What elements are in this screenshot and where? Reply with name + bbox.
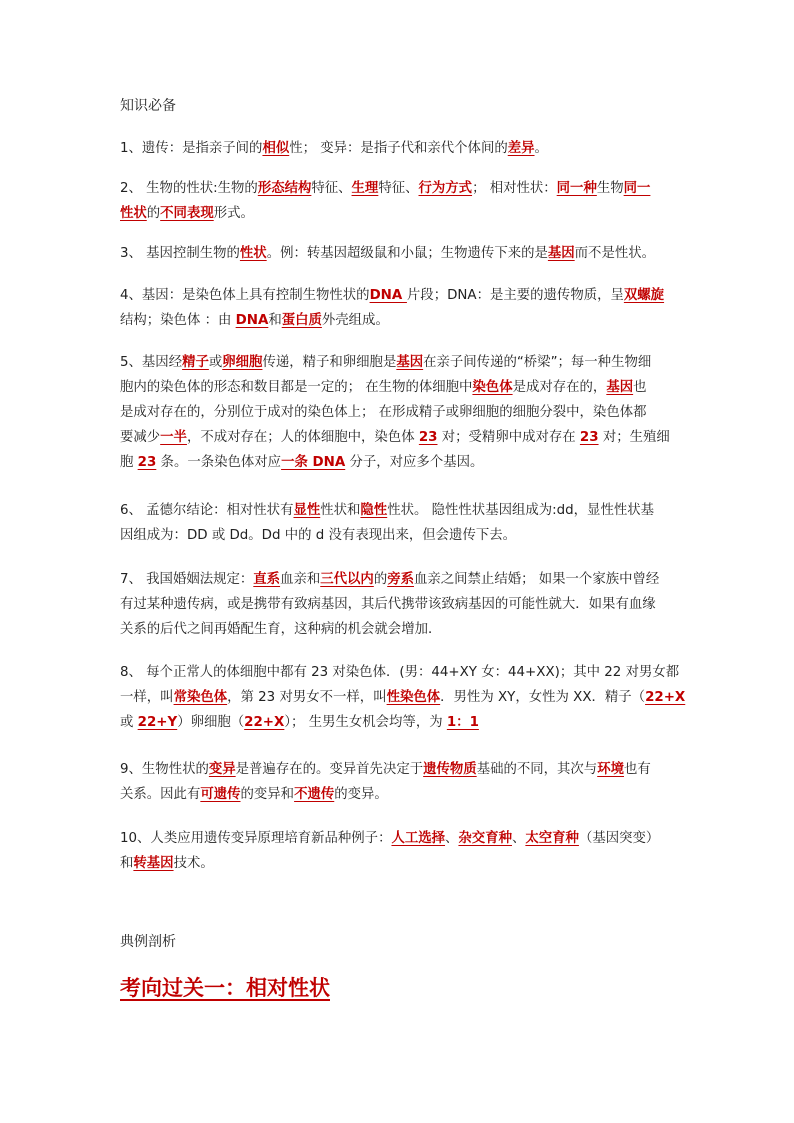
text-segment: 而不是性状。 [574, 246, 656, 261]
examples-heading: 典例剖析 [120, 934, 176, 950]
text-segment: 片段；DNA：是主要的遗传物质，呈 [406, 288, 624, 303]
key-term: 隐性 [360, 503, 388, 518]
text-segment: 8、 每个正常人的体细胞中都有 23 对染色体．(男：44+XY 女：44+XX)；其中 22 对男女都 [120, 665, 680, 680]
key-term: 同一种 [556, 181, 597, 196]
knowledge-point-10 [120, 826, 685, 876]
key-term: 染色体 [472, 380, 513, 395]
text-segment: 结构；染色体 ：由 [120, 313, 236, 328]
section-title: 考向过关一：相对性状 [120, 975, 330, 1000]
key-term: 常染色体 [173, 690, 228, 705]
key-term: 环境 [597, 762, 624, 777]
text-segment: 3、 基因控制生物的 [120, 246, 240, 261]
text-line [120, 685, 685, 710]
key-term: 遗传物质 [423, 762, 477, 777]
key-term: 旁系 [387, 572, 414, 587]
text-line [120, 660, 685, 685]
text-line [120, 176, 685, 201]
text-segment: 4、基因：是染色体上具有控制生物性状的 [120, 288, 370, 303]
text-line [120, 567, 685, 592]
text-segment: ，第 23 对男女不一样，叫 [227, 690, 387, 705]
knowledge-point-2 [120, 176, 685, 226]
key-term: 可遗传 [200, 787, 241, 802]
text-segment: 是成对存在的， [512, 380, 607, 395]
text-segment: 2、 生物的性状:生物的 [120, 181, 258, 196]
text-segment: 的 [146, 206, 161, 221]
knowledge-point-1 [120, 136, 685, 161]
key-term: 一条 DNA [281, 455, 346, 470]
text-segment: 技术。 [173, 856, 214, 871]
text-segment: 性状。 隐性性状基因组成为:dd，显性性状基 [387, 503, 655, 518]
text-line [120, 782, 685, 807]
text-segment: 。 [534, 141, 548, 156]
key-term: 性状 [120, 206, 147, 221]
text-segment: 要减少 [120, 430, 161, 445]
text-segment: ； 相对性状： [472, 181, 557, 196]
key-term: 23 [579, 430, 599, 445]
text-segment: 或 [120, 715, 138, 730]
text-segment: 和 [268, 313, 282, 328]
text-segment: 血亲和 [280, 572, 321, 587]
key-term: 人工选择 [391, 831, 446, 846]
text-line [120, 283, 685, 308]
text-segment: 性状和 [320, 503, 361, 518]
text-segment: 10、人类应用遗传变异原理培育新品种例子： [120, 831, 392, 846]
text-segment: 形式。 [213, 206, 254, 221]
text-line [120, 201, 685, 226]
key-term: 22+Y [137, 715, 178, 730]
key-term: 不遗传 [294, 787, 335, 802]
text-segment: 在亲子间传递的“桥梁”；每一种生物细 [423, 355, 652, 370]
text-line [120, 450, 685, 475]
text-segment: ）； 生男生女机会均等，为 [284, 715, 447, 730]
key-term: 太空育种 [525, 831, 579, 846]
text-segment: 或 [208, 355, 223, 370]
text-segment: 基础的不同，其次与 [476, 762, 598, 777]
knowledge-point-6 [120, 498, 685, 548]
text-line [120, 498, 685, 523]
text-segment: 对；生殖细 [598, 430, 670, 445]
text-segment: 的 [373, 572, 388, 587]
key-term: 22+X [645, 690, 686, 705]
key-term: 同一 [623, 181, 651, 196]
key-term: DNA [235, 313, 269, 328]
text-segment: 条。一条染色体对应 [156, 455, 282, 470]
text-segment: 和 [120, 856, 134, 871]
text-segment: （基因突变） [578, 831, 660, 846]
text-line [120, 826, 685, 851]
knowledge-point-8 [120, 660, 685, 735]
text-segment: 有过某种遗传病，或是携带有致病基因，其后代携带该致病基因的可能性就大．如果有血缘 [120, 597, 656, 612]
text-segment: 的变异和 [240, 787, 295, 802]
key-term: 差异 [507, 141, 535, 156]
text-segment: 传递，精子和卵细胞是 [262, 355, 397, 370]
text-segment: 6、 孟德尔结论：相对性状有 [120, 503, 294, 518]
text-line [120, 592, 685, 617]
key-term: 形态结构 [257, 181, 312, 196]
key-term: 转基因 [133, 856, 174, 871]
key-term: 基因 [396, 355, 424, 370]
text-segment: 是成对存在的，分别位于成对的染色体上； 在形成精子或卵细胞的细胞分裂中，染色体都 [120, 405, 647, 420]
knowledge-point-3 [120, 241, 685, 266]
key-term: 蛋白质 [281, 313, 322, 328]
text-segment: 特征、 [311, 181, 352, 196]
text-line [120, 350, 685, 375]
text-segment: 、 [511, 831, 526, 846]
key-term: 变异 [208, 762, 236, 777]
text-segment: ．男性为 XY，女性为 XX．精子（ [440, 690, 646, 705]
text-segment: 5、基因经 [120, 355, 183, 370]
text-line [120, 851, 685, 876]
text-segment: 因组成为：DD 或 Dd。Dd 中的 d 没有表现出来，但会遗传下去。 [120, 528, 517, 543]
key-term: 性染色体 [386, 690, 441, 705]
key-term: 生理 [351, 181, 379, 196]
text-segment: 对；受精卵中成对存在 [437, 430, 580, 445]
text-line [120, 425, 685, 450]
key-term: 23 [137, 455, 157, 470]
text-segment: 关系的后代之间再婚配生育，这种病的机会就会增加． [120, 622, 442, 637]
key-term: 双螺旋 [623, 288, 665, 303]
text-line [120, 710, 685, 735]
key-term: 23 [418, 430, 438, 445]
text-segment: 外壳组成。 [321, 313, 389, 328]
text-segment: 分子，对应多个基因。 [345, 455, 484, 470]
text-segment: 、 [445, 831, 459, 846]
text-segment: 性； 变异：是指子代和亲代个体间的 [289, 141, 508, 156]
key-term: 22+X [244, 715, 285, 730]
key-term: 卵细胞 [222, 355, 263, 370]
text-segment: 的变异。 [334, 787, 388, 802]
text-line [120, 617, 685, 642]
text-segment: 胞内的染色体的形态和数目都是一定的； 在生物的体细胞中 [120, 380, 473, 395]
text-segment: 也 [633, 380, 647, 395]
text-segment: 一样，叫 [120, 690, 174, 705]
text-line [120, 400, 685, 425]
key-term: 行为方式 [418, 181, 473, 196]
key-term: 显性 [293, 503, 321, 518]
text-segment: 9、生物性状的 [120, 762, 209, 777]
key-term: 一半 [160, 430, 187, 445]
key-term: 杂交育种 [458, 831, 512, 846]
text-segment: 是普遍存在的。变异首先决定于 [235, 762, 424, 777]
key-term: 三代以内 [320, 572, 374, 587]
key-term: 性状 [239, 246, 267, 261]
text-segment: 特征、 [378, 181, 419, 196]
knowledge-point-4 [120, 283, 685, 333]
text-line [120, 375, 685, 400]
key-term: 不同表现 [160, 206, 214, 221]
text-line [120, 136, 685, 161]
key-term: 基因 [547, 246, 575, 261]
text-segment: 7、 我国婚姻法规定： [120, 572, 254, 587]
key-term: DNA [369, 288, 407, 303]
key-term: 基因 [606, 380, 634, 395]
text-segment: 。例：转基因超级鼠和小鼠；生物遗传下来的是 [266, 246, 548, 261]
text-segment: ）卵细胞（ [177, 715, 245, 730]
knowledge-point-5 [120, 350, 685, 475]
text-segment: 关系。因此有 [120, 787, 201, 802]
text-segment: 血亲之间禁止结婚； 如果一个家族中曾经 [413, 572, 660, 587]
key-term: 1：1 [446, 715, 479, 730]
key-term: 直系 [253, 572, 281, 587]
knowledge-heading: 知识必备 [120, 98, 176, 114]
text-line [120, 308, 685, 333]
text-line [120, 757, 685, 782]
text-line [120, 241, 685, 266]
text-segment: 生物 [596, 181, 624, 196]
key-term: 精子 [182, 355, 209, 370]
text-line [120, 523, 685, 548]
text-segment: 也有 [623, 762, 651, 777]
text-segment: 1、遗传：是指亲子间的 [120, 141, 263, 156]
text-segment: ，不成对存在；人的体细胞中，染色体 [186, 430, 419, 445]
knowledge-point-7 [120, 567, 685, 642]
key-term: 相似 [262, 141, 290, 156]
text-segment: 胞 [120, 455, 138, 470]
knowledge-point-9 [120, 757, 685, 807]
